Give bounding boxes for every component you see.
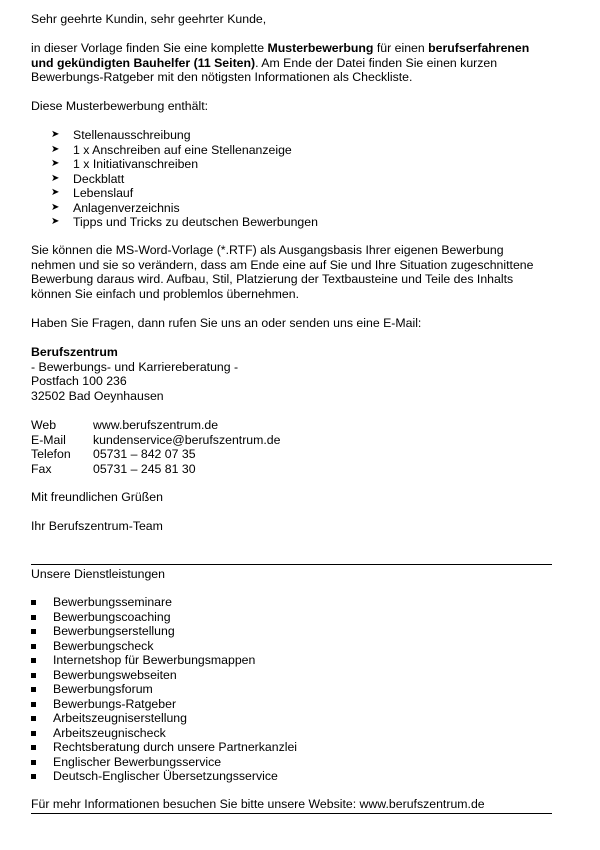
list-item-label: Anlagenverzeichnis (73, 200, 180, 215)
list-item (31, 697, 561, 712)
square-bullet-icon (31, 716, 36, 721)
contact-label: Fax (31, 461, 52, 476)
contact-label: E-Mail (31, 432, 66, 447)
list-item-label: Lebenslauf (73, 186, 134, 200)
square-bullet-icon (31, 673, 36, 678)
square-bullet-icon (31, 615, 36, 620)
contact-value-fax: 05731 – 245 81 30 (93, 461, 196, 476)
list-item (31, 215, 561, 230)
list-item (31, 186, 561, 201)
list-item-label: Deckblatt (73, 171, 125, 186)
intro-text-2: für einen (373, 41, 429, 55)
intro-text-1: in dieser Vorlage finden Sie eine komplette (31, 41, 268, 55)
list-item-label: Arbeitszeugniserstellung (53, 711, 187, 725)
square-bullet-icon (31, 760, 36, 765)
closing-text: Mit freundlichen Grüßen (31, 490, 163, 504)
list-item-label: Bewerbungserstellung (53, 624, 175, 638)
list-item-label: Bewerbungswebseiten (53, 667, 177, 682)
contact-value-email[interactable]: kundenservice@berufszentrum.de (93, 432, 281, 447)
intro-line-2 (31, 56, 561, 71)
square-bullet-icon (31, 644, 36, 649)
square-bullet-icon (31, 774, 36, 779)
template-info-line: Bewerbung daraus wird. Aufbau, Stil, Platzierung der Textbausteine und Teile des Inhalts (31, 272, 514, 286)
list-item (31, 595, 561, 610)
intro-paragraph (31, 41, 561, 85)
list-item-label: Internetshop für Bewerbungsmappen (53, 653, 256, 667)
contact-row-web (31, 418, 561, 433)
intro-line-1 (31, 41, 561, 56)
intro-bold-berufserfahrenen: berufserfahrenen (428, 41, 530, 55)
contents-heading: Diese Musterbewerbung enthält: (31, 99, 209, 113)
list-item (31, 668, 561, 683)
list-item-label: Deutsch-Englischer Übersetzungsservice (53, 769, 278, 783)
list-item-label: 1 x Initiativanschreiben (73, 157, 199, 171)
arrow-bullet-icon: ➤ (51, 216, 60, 227)
intro-bold-bauhelfer: und gekündigten Bauhelfer (11 Seiten) (31, 55, 256, 70)
list-item-label: Bewerbungs-Ratgeber (53, 696, 177, 711)
section-divider-bottom (31, 813, 552, 814)
list-item-label: Bewerbungsforum (53, 682, 153, 696)
list-item (31, 755, 561, 770)
list-item (31, 639, 561, 654)
arrow-bullet-icon: ➤ (51, 129, 60, 140)
list-item (31, 711, 561, 726)
template-info-paragraph (31, 243, 561, 301)
arrow-bullet-icon: ➤ (51, 187, 60, 198)
company-street: Postfach 100 236 (31, 374, 127, 388)
contact-label: Telefon (31, 447, 71, 461)
company-name: Berufszentrum (31, 345, 118, 359)
list-item-label: Rechtsberatung durch unsere Partnerkanzlei (53, 740, 298, 754)
list-item (31, 143, 561, 158)
greeting: Sehr geehrte Kundin, sehr geehrter Kunde, (31, 12, 267, 26)
contact-row-email (31, 433, 561, 448)
list-item (31, 682, 561, 697)
list-item (31, 610, 561, 625)
list-item (31, 740, 561, 755)
square-bullet-icon (31, 600, 36, 605)
list-item (31, 157, 561, 172)
square-bullet-icon (31, 745, 36, 750)
contents-list (31, 128, 561, 230)
company-address (31, 345, 561, 403)
intro-bold-musterbewerbung: Musterbewerbung (267, 41, 374, 55)
intro-text-3: . Am Ende der Datei finden Sie einen kurzen (255, 55, 498, 70)
list-item (31, 726, 561, 741)
services-list (31, 595, 561, 784)
questions-text: Haben Sie Fragen, dann rufen Sie uns an oder senden uns eine E-Mail: (31, 316, 422, 330)
square-bullet-icon (31, 702, 36, 707)
company-city: 32502 Bad Oeynhausen (31, 388, 164, 403)
list-item (31, 624, 561, 639)
contact-value-phone: 05731 – 842 07 35 (93, 447, 196, 461)
list-item (31, 769, 561, 784)
arrow-bullet-icon: ➤ (51, 158, 60, 169)
list-item-label: 1 x Anschreiben auf eine Stellenanzeige (73, 142, 292, 157)
template-info-line: können Sie einfach und problemlos übernehmen. (31, 286, 299, 301)
company-tagline: - Bewerbungs- und Karriereberatung - (31, 359, 239, 374)
arrow-bullet-icon: ➤ (51, 201, 60, 213)
arrow-bullet-icon: ➤ (51, 143, 60, 155)
template-info-line: Sie können die MS-Word-Vorlage (*.RTF) als Ausgangsbasis Ihrer eigenen Bewerbung (31, 243, 504, 257)
section-divider-top (31, 564, 552, 565)
list-item-label: Bewerbungsseminare (53, 595, 172, 609)
square-bullet-icon (31, 658, 36, 663)
list-item (31, 201, 561, 216)
list-item (31, 653, 561, 668)
list-item-label: Stellenausschreibung (73, 128, 191, 142)
arrow-bullet-icon: ➤ (51, 172, 60, 184)
list-item (31, 128, 561, 143)
list-item-label: Tipps und Tricks zu deutschen Bewerbungen (73, 215, 318, 229)
contact-row-fax (31, 462, 561, 477)
intro-line-3: Bewerbungs-Ratgeber mit den nötigsten Informationen als Checkliste. (31, 70, 413, 84)
footer-text: Für mehr Informationen besuchen Sie bitte unsere Website: www.berufszentrum.de (31, 797, 485, 811)
list-item-label: Bewerbungscheck (53, 638, 154, 653)
square-bullet-icon (31, 629, 36, 634)
services-heading: Unsere Dienstleistungen (31, 567, 165, 581)
list-item-label: Bewerbungscoaching (53, 609, 171, 624)
square-bullet-icon (31, 731, 36, 736)
list-item-label: Arbeitszeugnischeck (53, 725, 166, 740)
list-item-label: Englischer Bewerbungsservice (53, 754, 222, 769)
square-bullet-icon (31, 687, 36, 692)
list-item (31, 172, 561, 187)
signature-text: Ihr Berufszentrum-Team (31, 519, 163, 533)
contact-row-phone (31, 447, 561, 462)
contact-table (31, 418, 561, 476)
contact-label: Web (31, 418, 57, 432)
template-info-line: nehmen und sie so verändern, dass am Ende eine auf Sie und Ihre Situation zugeschnittene (31, 257, 534, 272)
contact-value-web[interactable]: www.berufszentrum.de (93, 418, 219, 432)
